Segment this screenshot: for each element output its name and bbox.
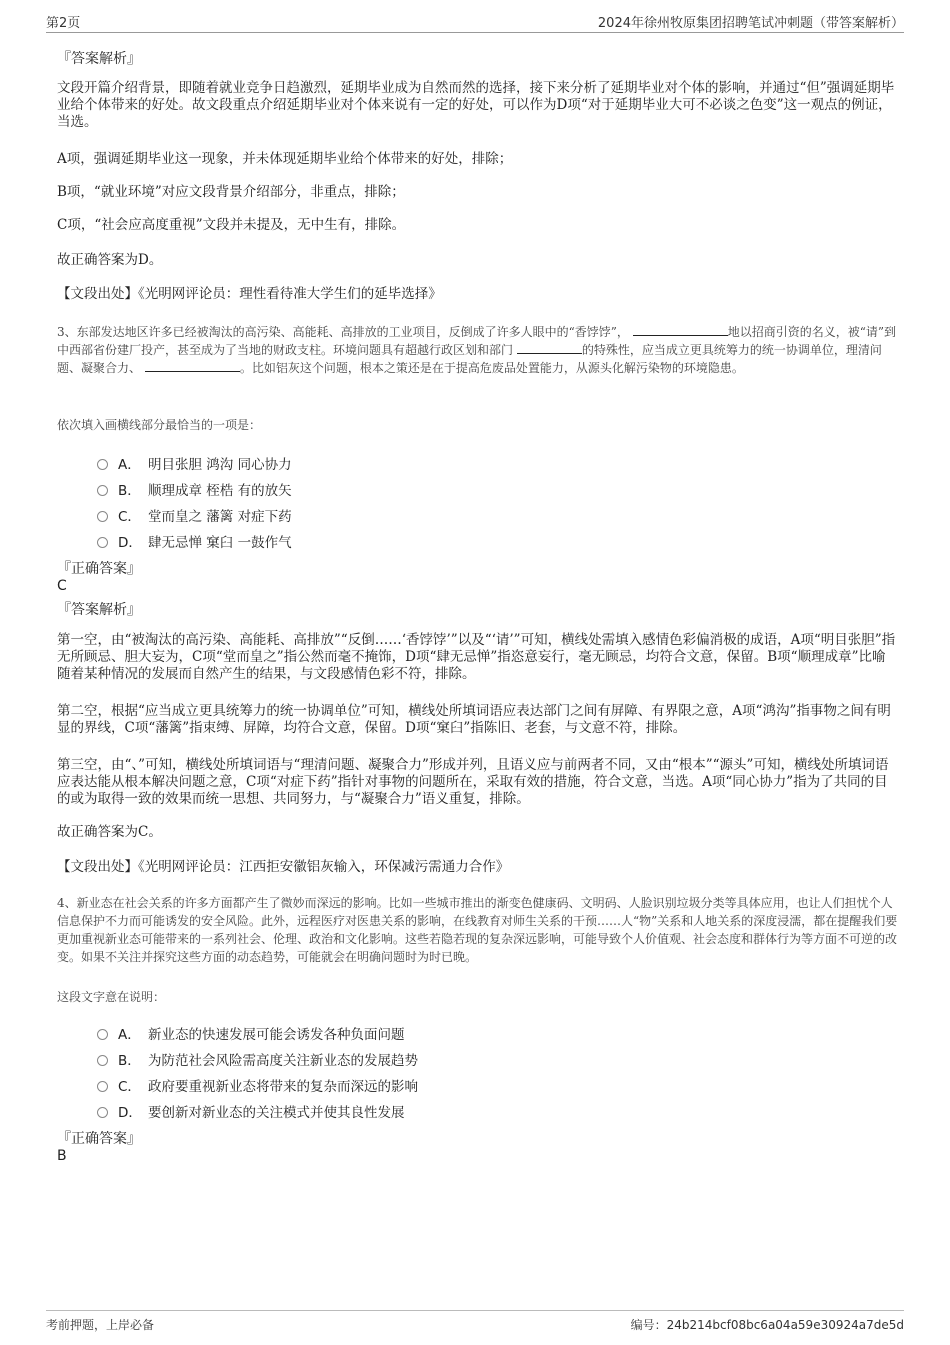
option-a[interactable] bbox=[97, 1023, 405, 1043]
option-d[interactable] bbox=[97, 531, 292, 551]
option-text: 明目张胆 鸿沟 同心协力 bbox=[148, 457, 292, 473]
option-a[interactable] bbox=[97, 453, 292, 473]
radio-icon[interactable] bbox=[97, 537, 108, 548]
radio-icon[interactable] bbox=[97, 1029, 108, 1040]
correct-answer-label: 『正确答案』 bbox=[57, 561, 141, 577]
option-text: 政府要重视新业态将带来的复杂而深远的影响 bbox=[148, 1079, 418, 1095]
radio-icon[interactable] bbox=[97, 485, 108, 496]
analysis-label: 『答案解析』 bbox=[57, 51, 141, 67]
option-d[interactable] bbox=[97, 1101, 405, 1121]
correct-answer-label: 『正确答案』 bbox=[57, 1131, 141, 1147]
option-text: 新业态的快速发展可能会诱发各种负面问题 bbox=[148, 1027, 405, 1043]
option-letter: C． bbox=[118, 509, 141, 525]
question-text-part: 。比如铝灰这个问题，根本之策还是在于提高危废品处置能力，从源头化解污染物的环境隐患。 bbox=[239, 361, 744, 375]
option-letter: A． bbox=[118, 1027, 141, 1043]
option-text: 为防范社会风险需高度关注新业态的发展趋势 bbox=[148, 1053, 418, 1069]
analysis-option-b: B项，“就业环境”对应文段背景介绍部分，非重点，排除； bbox=[57, 184, 405, 200]
analysis-paragraph: 文段开篇介绍背景，即随着就业竞争日趋激烈，延期毕业成为自然而然的选择，接下来分析了延期毕业对个体的影响，并通过“但”强调延期毕业给个体带来的好处。故文段重点介绍延期毕业对个体来说有一定的好处，可以作为D项“对于延期毕业大可不必谈之色变”这一观点的例证，当选。 bbox=[57, 80, 895, 130]
analysis-option-a: A项，强调延期毕业这一现象，并未体现延期毕业给个体带来的好处，排除； bbox=[57, 151, 513, 167]
question-prompt: 这段文字意在说明： bbox=[57, 990, 166, 1004]
option-letter: B． bbox=[118, 483, 141, 499]
analysis-paragraph-1: 第一空，由“被淘汰的高污染、高能耗、高排放”“反倒……‘香饽饽’”以及“‘请’”可知，横线处需填入感情色彩偏消极的成语，A项“明目张胆”指无所顾忌、胆大妄为，C项“堂而皇之”指公然而毫不掩饰，D项“肆无忌惮”指恣意妄行，毫无顾忌，均符合文意，保留。B项“顺理成章”比喻随着某种情况的发展而自然产生的结果，与文段感情色彩不符，排除。 bbox=[57, 632, 896, 682]
question-3-text bbox=[57, 323, 898, 377]
option-b[interactable] bbox=[97, 479, 292, 499]
conclusion: 故正确答案为D。 bbox=[57, 252, 163, 268]
option-text: 肆无忌惮 窠臼 一鼓作气 bbox=[148, 535, 292, 551]
option-c[interactable] bbox=[97, 1075, 418, 1095]
radio-icon[interactable] bbox=[97, 1107, 108, 1118]
analysis-paragraph-2: 第二空，根据“应当成立更具统筹力的统一协调单位”可知，横线处所填词语应表达部门之间有屏障、有界限之意，A项“鸿沟”指事物之间有明显的界线，C项“藩篱”指束缚、屏障，均符合文意，保留。D项“窠臼”指陈旧、老套，与文意不符，排除。 bbox=[57, 703, 891, 736]
option-text: 堂而皇之 藩篱 对症下药 bbox=[148, 509, 292, 525]
option-letter: D． bbox=[118, 1105, 142, 1121]
fill-blank-1 bbox=[633, 323, 728, 336]
page-footer bbox=[46, 1310, 904, 1333]
source-citation: 【文段出处】《光明网评论员：江西拒安徽铝灰输入，环保减污需通力合作》 bbox=[57, 859, 510, 875]
document-id: 编号：24b214bcf08bc6a04a59e30924a7de5d bbox=[630, 1318, 904, 1332]
correct-answer: B bbox=[57, 1148, 67, 1164]
option-letter: A． bbox=[118, 457, 141, 473]
option-letter: B． bbox=[118, 1053, 141, 1069]
option-c[interactable] bbox=[97, 505, 292, 525]
option-text: 顺理成章 桎梏 有的放矢 bbox=[148, 483, 292, 499]
option-letter: D． bbox=[118, 535, 142, 551]
question-text-part: 3、东部发达地区许多已经被淘汰的高污染、高能耗、高排放的工业项目，反倒成了许多人眼中的“香饽饽”， bbox=[57, 325, 629, 339]
radio-icon[interactable] bbox=[97, 1081, 108, 1092]
question-text-part: 的特殊性，应当成立更具统筹力的统一协调单位，理清问题、凝聚合力、 bbox=[57, 343, 882, 375]
radio-icon[interactable] bbox=[97, 459, 108, 470]
analysis-label: 『答案解析』 bbox=[57, 602, 141, 618]
page-number: 第2页 bbox=[46, 15, 81, 31]
option-text: 要创新对新业态的关注模式并使其良性发展 bbox=[148, 1105, 405, 1121]
radio-icon[interactable] bbox=[97, 511, 108, 522]
conclusion: 故正确答案为C。 bbox=[57, 824, 162, 840]
radio-icon[interactable] bbox=[97, 1055, 108, 1066]
option-b[interactable] bbox=[97, 1049, 418, 1069]
analysis-option-c: C项，“社会应高度重视”文段并未提及，无中生有，排除。 bbox=[57, 217, 406, 233]
page-header bbox=[46, 10, 904, 33]
fill-blank-3 bbox=[145, 359, 240, 372]
document-title: 2024年徐州牧原集团招聘笔试冲刺题（带答案解析） bbox=[597, 15, 904, 31]
fill-blank-2 bbox=[517, 341, 582, 354]
analysis-paragraph-3: 第三空，由“、”可知，横线处所填词语与“理清问题、凝聚合力”形成并列，且语义应与前两者不同，又由“根本”“源头”可知，横线处所填词语应表达能从根本解决问题之意，C项“对症下药”指针对事物的问题所在，采取有效的措施，符合文意，当选。A项“同心协力”指为了共同的目的或为取得一致的效果而统一思想、共同努力，与“凝聚合力”语义重复，排除。 bbox=[57, 757, 889, 807]
question-text-part: 地以招商引资的名义，被“请”到中西部省份建厂投产，甚至成为了当地的财政支柱。环境问题具有超越行政区划和部门 bbox=[57, 325, 897, 357]
option-letter: C． bbox=[118, 1079, 141, 1095]
footer-slogan: 考前押题，上岸必备 bbox=[46, 1318, 155, 1332]
source-citation: 【文段出处】《光明网评论员：理性看待准大学生们的延毕选择》 bbox=[57, 286, 442, 302]
question-4-text: 4、新业态在社会关系的许多方面都产生了微妙而深远的影响。比如一些城市推出的渐变色健康码、文明码、人脸识别垃圾分类等具体应用，也让人们担忧个人信息保护不力而可能诱发的安全风险。此外，远程医疗对医患关系的影响，在线教育对师生关系的干预……人“物”关系和人地关系的深度浸濡，都在提醒我们要更加重视新业态可能带来的一系列社会、伦理、政治和文化影响。这些若隐若现的复杂深远影响，可能导致个人价值观、社会态度和群体行为等方面不可逆的改变。如果不关注并探究这些方面的动态趋势，可能就会在明确问题时为时已晚。 bbox=[57, 896, 898, 964]
correct-answer: C bbox=[57, 578, 67, 594]
question-prompt: 依次填入画横线部分最恰当的一项是： bbox=[57, 418, 262, 432]
